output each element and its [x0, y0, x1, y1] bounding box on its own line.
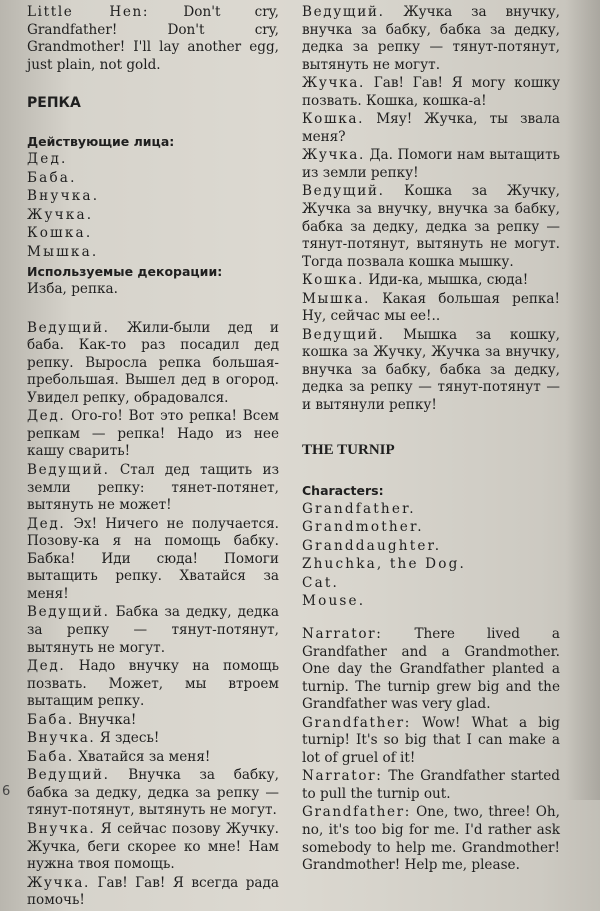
- line-text: Иди-ка, мышка, сюда!: [364, 272, 529, 289]
- character-item: Дед.: [27, 151, 68, 168]
- line-text: Внучка!: [73, 711, 137, 728]
- line-text: Надо внучку на помощь позвать. Может, мы втроем вытащим репку.: [27, 658, 279, 710]
- scenery-header: Используемые декорации:: [27, 263, 223, 279]
- speaker: Ведущий.: [27, 319, 110, 336]
- speaker: Баба.: [27, 748, 74, 765]
- characters-list-ru: [27, 151, 279, 261]
- line-text: Эх! Ничего не получается. Позову-ка я на помощь бабку. Бабка! Иди сюда! Помоги вытащить репку. Хватайся за меня!: [27, 515, 279, 602]
- speaker: Баба.: [27, 711, 74, 728]
- character-item: Granddaughter.: [302, 537, 442, 554]
- line-text: There lived a Grandfather and a Grandmother. One day the Grandfather planted a turnip. The turnip grew big and the Grandfather was very glad.: [302, 625, 560, 713]
- speaker: Жучка.: [302, 147, 365, 164]
- speaker: Ведущий.: [27, 604, 110, 621]
- scenery-text: Изба, репка.: [27, 281, 118, 298]
- line-text: Гав! Гав! Я всегда рада помочь!: [27, 874, 279, 909]
- speaker: Narrator:: [302, 768, 383, 785]
- dialog-line: [302, 804, 560, 874]
- speaker: Жучка.: [27, 874, 90, 891]
- dialog-line: [302, 183, 560, 271]
- dialog-line: [27, 516, 279, 604]
- speaker: Кошка.: [302, 111, 365, 128]
- line-text: Я здесь!: [95, 730, 160, 747]
- dialog-line: [27, 875, 279, 910]
- characters-header-ru: Действующие лица:: [27, 133, 175, 149]
- line-text: Хватайся за меня!: [73, 748, 211, 765]
- speaker: Grandfather:: [302, 804, 411, 821]
- line-text: The Grandfather started to pull the turnip out.: [302, 768, 560, 802]
- character-item: Баба.: [27, 169, 77, 186]
- line-text: Ого-го! Вот это репка! Всем репкам — репка! Надо из нее кашу сварить!: [27, 408, 279, 460]
- dialog-line: [302, 4, 560, 74]
- dialog-line: [27, 658, 279, 711]
- dialog-line: [302, 327, 560, 415]
- dialog-line: [302, 768, 560, 803]
- dialog-line: [27, 604, 279, 657]
- character-item: Grandfather.: [302, 500, 416, 517]
- line-text: One, two, three! Oh, no, it's too big for me. I'd rather ask somebody to help me. Grandmother! Grandmother! Help me, please.: [302, 804, 560, 874]
- line-text: Гав! Гав! Я могу кошку позвать. Кошка, кошка-а!: [302, 75, 560, 109]
- dialog-line: [27, 767, 279, 820]
- line-text: Стал дед тащить из земли репку: тянет-потянет, вытянуть не может!: [27, 462, 279, 514]
- dialog-line: [302, 147, 560, 182]
- speaker: Little Hen:: [27, 4, 150, 20]
- dialog-line: [302, 272, 560, 290]
- line-text: Don't cry, Grandfather! Don't cry, Grandmother! I'll lay another egg, just plain, not gold.: [27, 4, 279, 73]
- characters-list-en: [302, 501, 560, 611]
- line-text: Внучка за бабку, бабка за дедку, дедка за репку — тянут-потянут, вытянуть не могут.: [27, 767, 279, 819]
- character-item: Mouse.: [302, 593, 366, 610]
- line-text: Wow! What a big turnip! It's so big that I can make a lot of gruel of it!: [302, 714, 560, 766]
- speaker: Дед.: [27, 658, 66, 675]
- speaker: Narrator:: [302, 625, 383, 642]
- speaker: Ведущий.: [302, 183, 385, 200]
- character-item: Zhuchka, the Dog.: [302, 556, 466, 573]
- speaker: Мышка.: [302, 290, 371, 307]
- dialog-line: [302, 715, 560, 768]
- play-title-ru: РЕПКА: [27, 95, 81, 112]
- speaker: Дед.: [27, 408, 66, 425]
- character-item: Мышка.: [27, 244, 99, 261]
- right-column: [302, 4, 560, 876]
- line-text: Кошка за Жучку, Жучка за внучку, внучка за бабку, бабка за дедку, дедка за репку — тянут-потянут, вытянуть не могут. Тогда позвала кошка мышку.: [302, 183, 560, 270]
- left-column: [27, 4, 279, 911]
- line-text: Да. Помоги нам вытащить из земли репку!: [302, 147, 560, 181]
- next-page-edge: [566, 0, 600, 800]
- dialog-ru-left: [27, 320, 279, 910]
- line-text: Бабка за дедку, дедка за репку — тянут-потянут, вытянуть не могут.: [27, 604, 279, 656]
- dialog-en: [302, 626, 560, 875]
- line-text: Какая большая репка! Ну, сейчас мы ее!..: [302, 290, 560, 325]
- characters-header-en: Characters:: [302, 483, 384, 499]
- dialog-line: [27, 4, 279, 74]
- line-text: Мяу! Жучка, ты звала меня?: [302, 111, 560, 145]
- dialog-line: [27, 320, 279, 408]
- speaker: Ведущий.: [27, 767, 110, 784]
- speaker: Grandfather:: [302, 714, 411, 731]
- line-text: Мышка за кошку, кошка за Жучку, Жучка за внучку, внучка за бабку, бабка за дедку, дедка за репку — тянут-потянут — и вытянули репку!: [302, 326, 560, 414]
- speaker: Жучка.: [302, 75, 365, 92]
- page-number: 6: [2, 784, 11, 799]
- line-text: Жучка за внучку, внучка за бабку, бабка за дедку, дедка за репку — тянут-потянут, вытянуть не могут.: [302, 4, 560, 73]
- play-title-en: THE TURNIP: [302, 441, 395, 458]
- dialog-line: [27, 730, 279, 748]
- dialog-line: [27, 408, 279, 461]
- character-item: Кошка.: [27, 225, 93, 242]
- speaker: Ведущий.: [27, 462, 110, 479]
- dialog-line: [27, 821, 279, 874]
- intro-block: [27, 4, 279, 74]
- speaker: Ведущий.: [302, 4, 385, 20]
- dialog-line: [302, 291, 560, 326]
- dialog-line: [302, 111, 560, 146]
- dialog-line: [27, 712, 279, 730]
- speaker: Дед.: [27, 515, 66, 532]
- character-item: Жучка.: [27, 206, 94, 223]
- line-text: Жили-были дед и баба. Как-то раз посадил дед репку. Выросла репка большая-пребольшая. Вышел дед в огород. Увидел репку, обрадовался.: [27, 319, 279, 406]
- line-text: Я сейчас позову Жучку. Жучка, беги скорее ко мне! Нам нужна твоя помощь.: [27, 820, 279, 873]
- dialog-line: [302, 75, 560, 110]
- speaker: Внучка.: [27, 820, 96, 837]
- speaker: Внучка.: [27, 730, 96, 747]
- dialog-line: [27, 462, 279, 515]
- character-item: Внучка.: [27, 188, 100, 205]
- dialog-line: [27, 749, 279, 767]
- dialog-line: [302, 626, 560, 714]
- speaker: Ведущий.: [302, 326, 385, 343]
- character-item: Cat.: [302, 574, 339, 591]
- dialog-ru-right: [302, 4, 560, 415]
- character-item: Grandmother.: [302, 519, 424, 536]
- speaker: Кошка.: [302, 272, 365, 289]
